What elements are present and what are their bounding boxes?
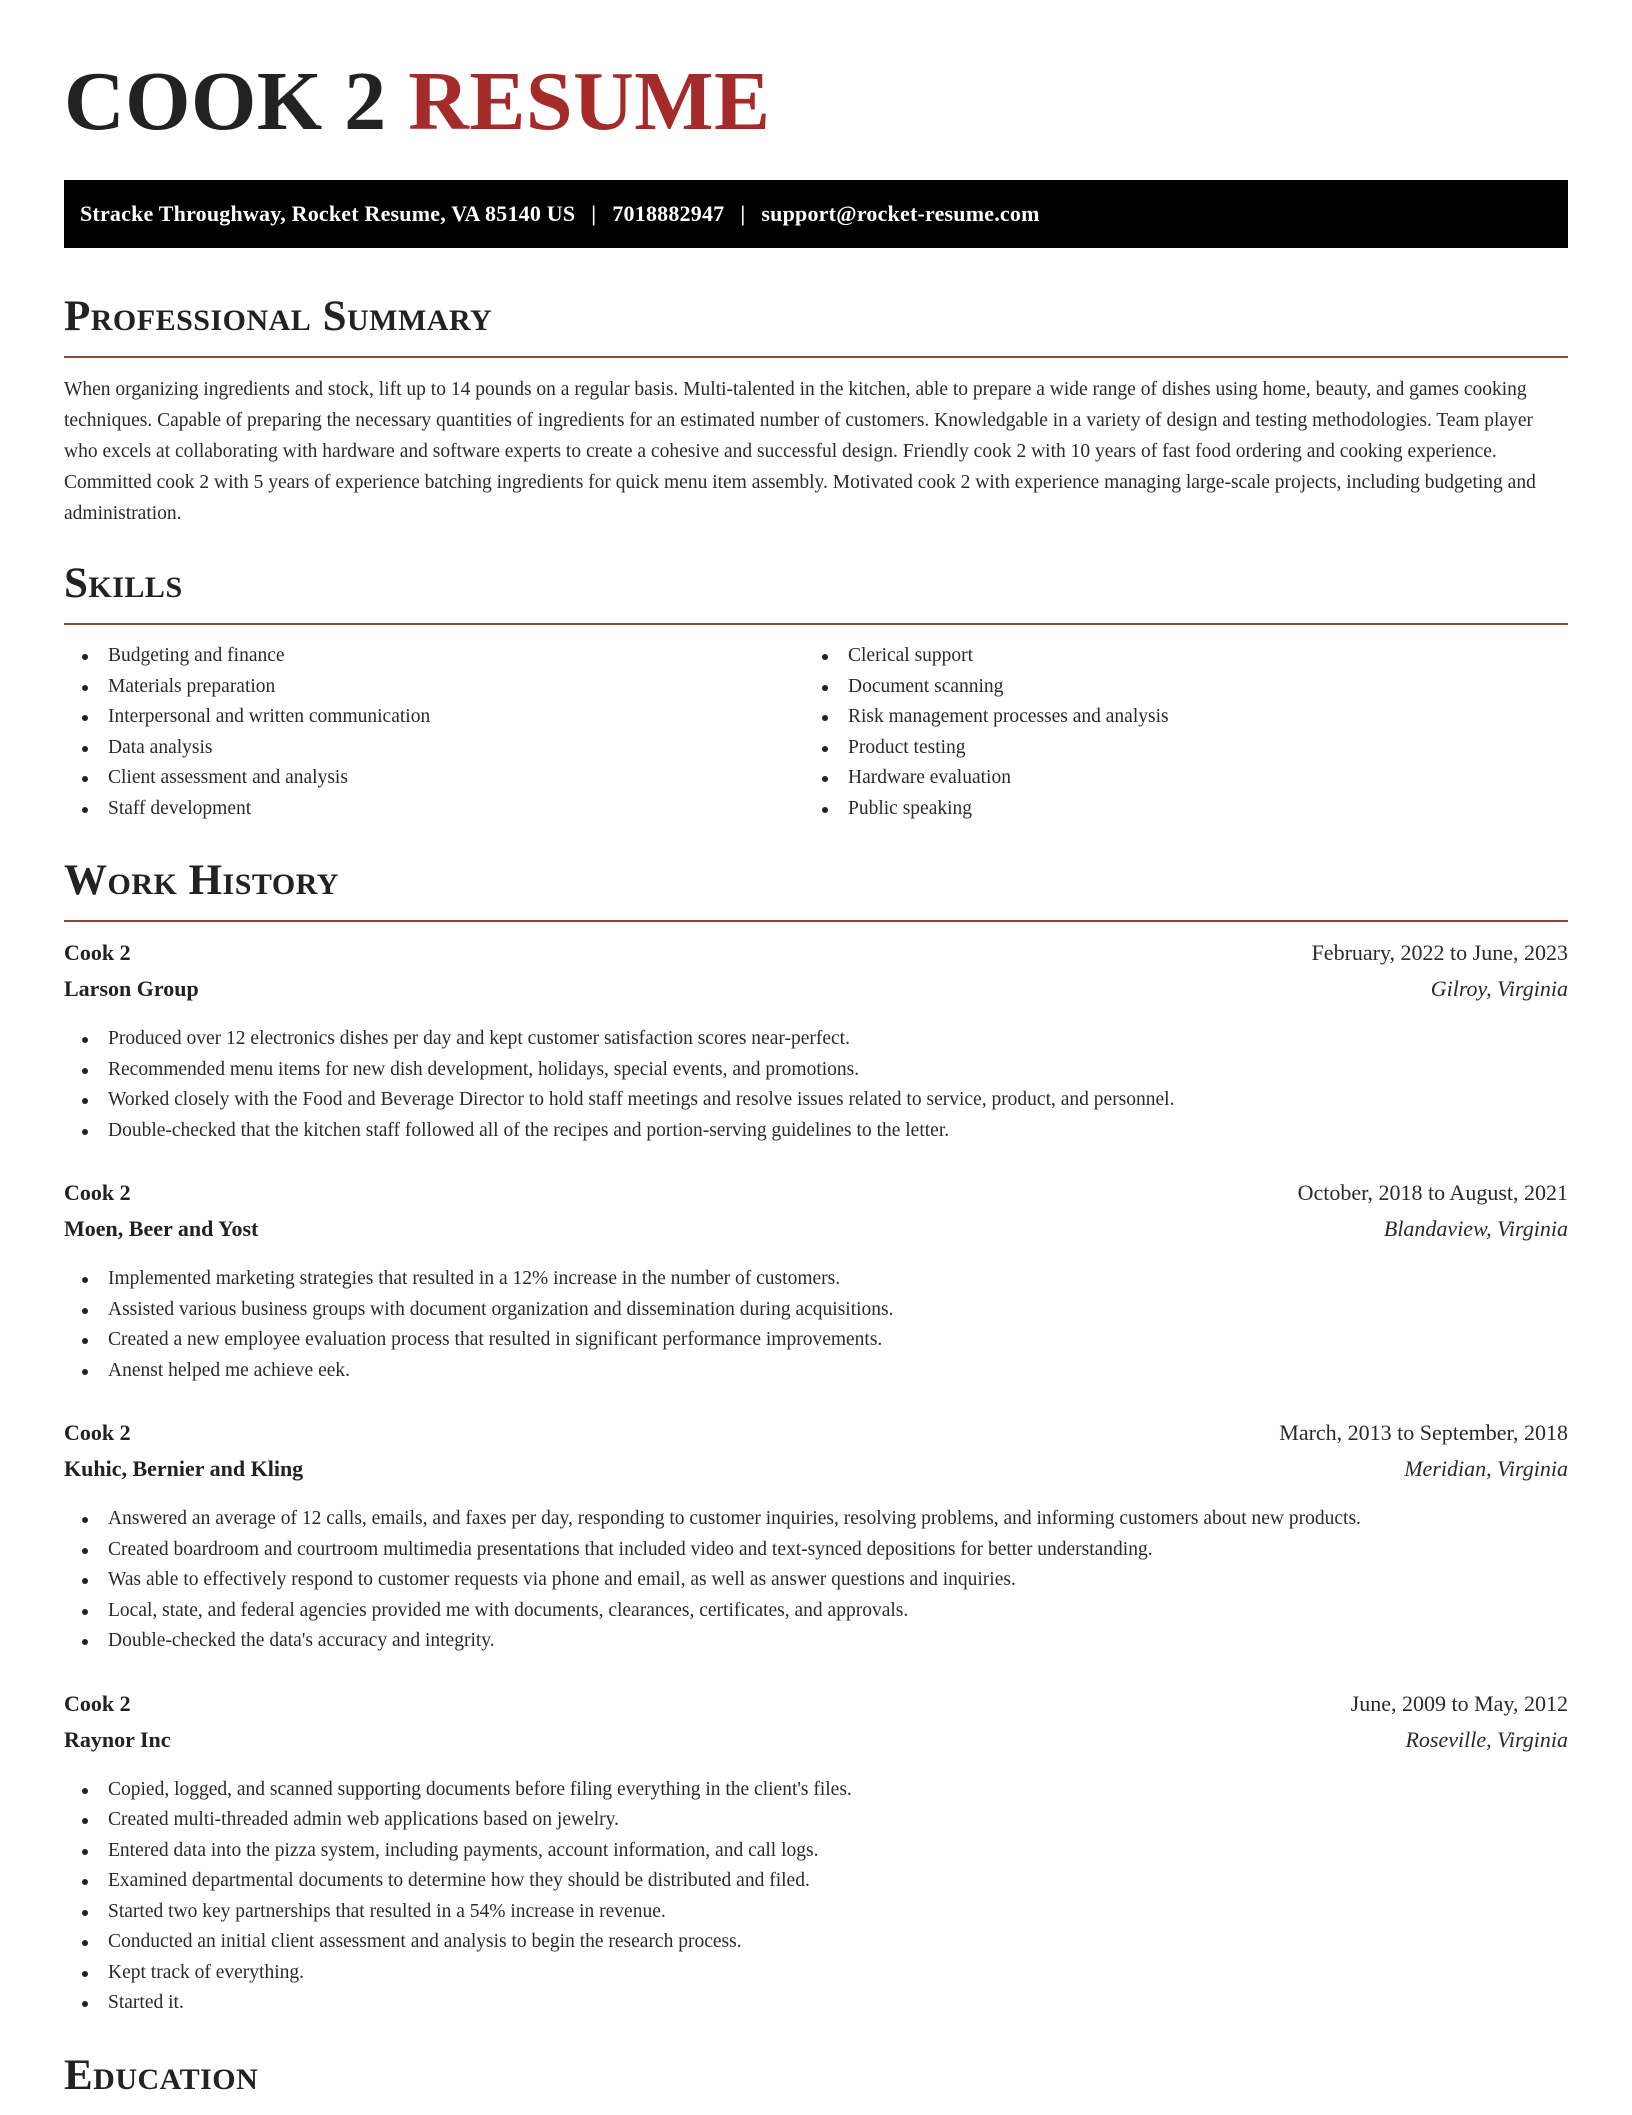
job-entry	[64, 940, 1568, 1146]
job-dates: February, 2022 to June, 2023	[1311, 940, 1568, 965]
contact-email: support@rocket-resume.com	[761, 201, 1040, 226]
contact-phone: 7018882947	[612, 201, 725, 226]
job-bullet: Created multi-threaded admin web applications based on jewelry.	[64, 1805, 1568, 1836]
job-location: Gilroy, Virginia	[1430, 976, 1568, 1001]
skill-item: Data analysis	[64, 733, 804, 764]
job-bullet: Created a new employee evaluation process that resulted in significant performance improvements.	[64, 1325, 1568, 1356]
job-bullet: Produced over 12 electronics dishes per day and kept customer satisfaction scores near-perfect.	[64, 1024, 1568, 1055]
job-title: Cook 2	[64, 1690, 131, 1716]
job-bullets	[64, 1024, 1568, 1146]
skills-heading: Skills	[64, 557, 1568, 625]
job-header-row	[64, 1691, 1568, 1727]
skill-item: Document scanning	[804, 672, 1544, 703]
job-header-row	[64, 940, 1568, 976]
job-bullet: Was able to effectively respond to customer requests via phone and email, as well as answer questions and inquiries.	[64, 1565, 1568, 1596]
job-bullet: Anenst helped me achieve eek.	[64, 1356, 1568, 1387]
job-bullets	[64, 1775, 1568, 2019]
contact-bar	[64, 180, 1568, 248]
contact-address: Stracke Throughway, Rocket Resume, VA 85140 US	[80, 201, 576, 226]
job-location: Blandaview, Virginia	[1383, 1216, 1568, 1241]
job-bullet: Local, state, and federal agencies provided me with documents, clearances, certificates, and approvals.	[64, 1596, 1568, 1627]
job-company: Kuhic, Bernier and Kling	[64, 1456, 304, 1481]
skill-item: Product testing	[804, 733, 1544, 764]
job-company: Larson Group	[64, 976, 199, 1001]
job-title: Cook 2	[64, 1180, 131, 1205]
job-bullet: Conducted an initial client assessment and analysis to begin the research process.	[64, 1927, 1568, 1958]
job-location: Meridian, Virginia	[1404, 1456, 1568, 1481]
contact-separator: |	[740, 201, 746, 226]
skill-item: Public speaking	[804, 794, 1544, 825]
resume-title	[64, 48, 1568, 156]
job-dates: June, 2009 to May, 2012	[1350, 1690, 1568, 1716]
skill-item: Hardware evaluation	[804, 763, 1544, 794]
title-accent: RESUME	[408, 55, 771, 148]
contact-separator: |	[591, 201, 597, 226]
job-location: Roseville, Virginia	[1405, 1726, 1568, 1752]
skills-column-right	[804, 641, 1544, 824]
skill-item: Interpersonal and written communication	[64, 702, 804, 733]
job-dates: March, 2013 to September, 2018	[1279, 1420, 1568, 1445]
job-bullet: Started two key partnerships that resulted in a 54% increase in revenue.	[64, 1897, 1568, 1928]
skill-item: Clerical support	[804, 641, 1544, 672]
skill-item: Budgeting and finance	[64, 641, 804, 672]
job-bullet: Recommended menu items for new dish development, holidays, special events, and promotions.	[64, 1055, 1568, 1086]
skill-item: Staff development	[64, 794, 804, 825]
job-bullet: Created boardroom and courtroom multimedia presentations that included video and text-synced depositions for better understanding.	[64, 1535, 1568, 1566]
skills-list	[64, 641, 1568, 824]
skill-item: Materials preparation	[64, 672, 804, 703]
job-bullet: Double-checked the data's accuracy and integrity.	[64, 1626, 1568, 1657]
job-bullet: Started it.	[64, 1988, 1568, 2019]
job-company-row	[64, 1727, 1568, 1763]
job-company-row	[64, 1216, 1568, 1252]
job-bullet: Answered an average of 12 calls, emails, and faxes per day, responding to customer inquiries, resolving problems, and informing customers about new products.	[64, 1504, 1568, 1535]
job-title: Cook 2	[64, 940, 131, 965]
job-bullet: Double-checked that the kitchen staff followed all of the recipes and portion-serving guidelines to the letter.	[64, 1116, 1568, 1147]
title-main: COOK 2	[64, 55, 387, 148]
job-header-row	[64, 1180, 1568, 1216]
job-dates: October, 2018 to August, 2021	[1297, 1180, 1568, 1205]
job-bullet: Kept track of everything.	[64, 1958, 1568, 1989]
job-company-row	[64, 1456, 1568, 1492]
job-bullet: Implemented marketing strategies that resulted in a 12% increase in the number of customers.	[64, 1264, 1568, 1295]
job-bullet: Worked closely with the Food and Beverage Director to hold staff meetings and resolve issues related to service, product, and personnel.	[64, 1085, 1568, 1116]
job-entry	[64, 1420, 1568, 1657]
summary-text: When organizing ingredients and stock, lift up to 14 pounds on a regular basis. Multi-talented in the kitchen, able to prepare a wide range of dishes using home, beauty, and games cooking techniques. Capable of preparing the necessary quantities of ingredients for an estimated number of customers. Knowledgable in a variety of design and testing methodologies. Team player who excels at collaborating with hardware and software experts to create a cohesive and successful design. Friendly cook 2 with 10 years of fast food ordering and cooking experience. Committed cook 2 with 5 years of experience batching ingredients for quick menu item assembly. Motivated cook 2 with experience managing large-scale projects, including budgeting and administration.	[64, 379, 1536, 524]
job-bullet: Assisted various business groups with document organization and dissemination during acquisitions.	[64, 1295, 1568, 1326]
job-header-row	[64, 1420, 1568, 1456]
job-company: Moen, Beer and Yost	[64, 1216, 259, 1241]
work-history-heading: Work History	[64, 854, 1568, 922]
skill-item: Risk management processes and analysis	[804, 702, 1544, 733]
job-title: Cook 2	[64, 1420, 131, 1445]
job-entry	[64, 1180, 1568, 1386]
job-bullets	[64, 1504, 1568, 1657]
job-company: Raynor Inc	[64, 1726, 171, 1752]
job-bullet: Examined departmental documents to determine how they should be distributed and filed.	[64, 1866, 1568, 1897]
job-bullet: Copied, logged, and scanned supporting documents before filing everything in the client's files.	[64, 1775, 1568, 1806]
resume-page	[64, 0, 1568, 2115]
skill-item: Client assessment and analysis	[64, 763, 804, 794]
skills-column-left	[64, 641, 804, 824]
job-bullet: Entered data into the pizza system, including payments, account information, and call logs.	[64, 1836, 1568, 1867]
job-bullets	[64, 1264, 1568, 1386]
summary-heading: Professional Summary	[64, 290, 1568, 358]
job-entry	[64, 1691, 1568, 2019]
job-company-row	[64, 976, 1568, 1012]
education-heading: Education	[64, 2051, 259, 2099]
